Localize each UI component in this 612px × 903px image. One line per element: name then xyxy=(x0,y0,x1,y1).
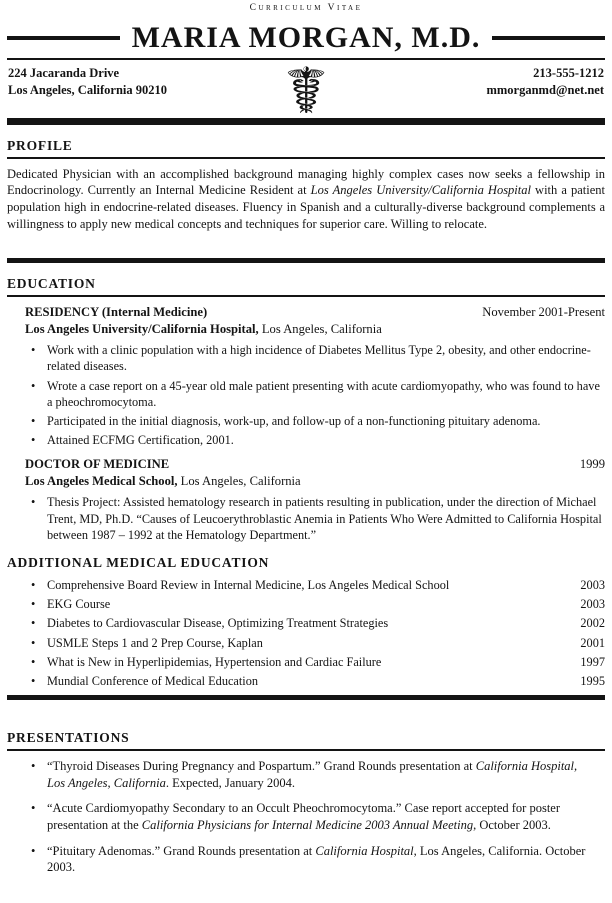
profile-text xyxy=(7,166,605,232)
presentation-text xyxy=(47,758,605,791)
md-dates: 1999 xyxy=(579,457,605,472)
profile-text-before: Dedicated Physician with an accomplished background managing highly complex cases now seeks a fellowship in Endocrinology. Currently an Internal Medicine Resident at xyxy=(7,166,605,198)
course-year: 1997 xyxy=(580,654,605,669)
address-line2: Los Angeles, California 90210 xyxy=(8,82,168,97)
residency-bullet-text: Wrote a case report on a 45-year old male patient presenting with acute cardiomyopathy, who was found to have a pheochromocytoma. xyxy=(47,378,600,409)
list-item xyxy=(25,413,605,429)
md-institution: Los Angeles Medical School, xyxy=(25,474,178,489)
course-label: Diabetes to Cardiovascular Disease, Optimizing Treatment Strategies xyxy=(47,616,389,631)
presentation-date: , October 2003. xyxy=(473,817,551,832)
presentation-venue: California Hospital xyxy=(315,843,414,858)
phone-number: 213-555-1212 xyxy=(533,66,604,80)
presentation-text xyxy=(47,843,605,876)
residency-title-row xyxy=(25,304,605,321)
list-item xyxy=(25,494,605,543)
list-item xyxy=(25,342,605,374)
bullet-icon: • xyxy=(31,433,36,448)
bullet-icon: • xyxy=(31,495,36,510)
section-divider xyxy=(7,695,605,700)
md-location: Los Angeles, California xyxy=(177,474,301,489)
course-year: 2001 xyxy=(580,635,605,650)
bullet-icon: • xyxy=(31,801,36,816)
list-item xyxy=(25,654,605,670)
residency-institution-row xyxy=(25,321,605,338)
residency-title: RESIDENCY (Internal Medicine) xyxy=(25,305,208,320)
presentation-text xyxy=(47,800,605,833)
course-label: Comprehensive Board Review in Internal Medicine, Los Angeles Medical School xyxy=(47,577,450,592)
presentation-title: “Thyroid Diseases During Pregnancy and Pospartum.” Grand Rounds presentation at xyxy=(47,759,476,774)
contact-band xyxy=(7,55,605,129)
course-year: 1995 xyxy=(580,673,605,688)
list-item xyxy=(25,635,605,651)
bullet-icon: • xyxy=(31,654,36,669)
course-label: What is New in Hyperlipidemias, Hypertension and Cardiac Failure xyxy=(47,654,382,669)
thesis-bullet-text: Thesis Project: Assisted hematology research in patients resulting in publication, under the direction of Michael Trent, MD, Ph.D. “Causes of Leucoerythroblastic Anemia in Patients Who Were Admitted to California Hospital between 1987 – 1992 at the Hematology Department.” xyxy=(47,495,602,542)
education-heading: EDUCATION xyxy=(7,276,605,297)
profile-heading: PROFILE xyxy=(7,138,605,159)
address-line1: 224 Jacaranda Drive xyxy=(8,66,120,80)
address-block xyxy=(8,65,167,99)
list-item xyxy=(25,378,605,410)
md-title-row xyxy=(25,456,605,473)
presentations-section xyxy=(7,730,605,876)
bullet-icon: • xyxy=(31,577,36,592)
additional-education-list xyxy=(25,577,605,689)
bullet-icon: • xyxy=(31,597,36,612)
bullet-icon: • xyxy=(31,759,36,774)
residency-dates: November 2001-Present xyxy=(482,305,605,320)
presentation-title: “Pituitary Adenomas.” Grand Rounds presentation at xyxy=(47,843,316,858)
caduceus-icon: ☤ xyxy=(284,55,328,129)
course-label: USMLE Steps 1 and 2 Prep Course, Kaplan xyxy=(47,635,263,650)
bullet-icon: • xyxy=(31,843,36,858)
list-item xyxy=(25,758,605,791)
course-year: 2003 xyxy=(580,597,605,612)
course-year: 2002 xyxy=(580,616,605,631)
section-divider xyxy=(7,258,605,263)
list-item xyxy=(25,615,605,631)
presentation-title: “Acute Cardiomyopathy Secondary to an Occult Pheochromocytoma.” Case report accepted for poster presentation at the xyxy=(47,801,561,832)
md-institution-row xyxy=(25,473,605,490)
residency-bullet-text: Participated in the initial diagnosis, work-up, and follow-up of a non-functioning pituitary adenoma. xyxy=(47,413,541,428)
presentation-date: , Los Angeles, California. October 2003. xyxy=(47,843,586,875)
residency-institution: Los Angeles University/California Hospital, xyxy=(25,322,259,337)
profile-hospital-name: Los Angeles University/California Hospital xyxy=(310,183,531,198)
presentation-venue: California Hospital, Los Angeles, California xyxy=(47,759,578,790)
additional-education-heading: ADDITIONAL MEDICAL EDUCATION xyxy=(7,554,270,570)
list-item xyxy=(25,596,605,612)
course-label: EKG Course xyxy=(47,597,111,612)
list-item xyxy=(25,800,605,833)
course-year: 2003 xyxy=(580,577,605,592)
bullet-icon: • xyxy=(31,673,36,688)
presentation-date: . Expected, January 2004. xyxy=(165,775,296,790)
list-item xyxy=(25,432,605,448)
education-section xyxy=(7,276,605,689)
md-bullet-list xyxy=(25,494,605,543)
email-address: mmorganmd@net.net xyxy=(486,82,604,97)
presentations-list xyxy=(25,758,605,876)
name-banner xyxy=(7,21,605,55)
list-item xyxy=(25,577,605,593)
bullet-icon: • xyxy=(31,413,36,428)
candidate-name: MARIA MORGAN, M.D. xyxy=(131,21,481,54)
course-label: Mundial Conference of Medical Education xyxy=(47,673,259,688)
residency-bullet-list xyxy=(25,342,605,448)
presentation-venue: California Physicians for Internal Medicine 2003 Annual Meeting xyxy=(141,817,474,832)
profile-text-after: with a patient population high in endocrine-related diseases. Fluency in Spanish and a culturally-diverse background complements a willingness to apply new medical concepts and techniques for superior care. Willing to relocate. xyxy=(7,183,605,231)
profile-section xyxy=(7,138,605,232)
bullet-icon: • xyxy=(31,343,36,358)
bullet-icon: • xyxy=(31,616,36,631)
name-rule-right xyxy=(492,36,605,40)
doctor-of-medicine-block xyxy=(25,456,605,543)
name-rule-left xyxy=(7,36,120,40)
presentations-heading: PRESENTATIONS xyxy=(7,730,605,751)
residency-block xyxy=(25,304,605,543)
phone-email-block xyxy=(486,65,604,99)
md-title: DOCTOR OF MEDICINE xyxy=(25,457,170,472)
list-item xyxy=(25,843,605,876)
residency-bullet-text: Work with a clinic population with a high incidence of Diabetes Mellitus Type 2, obesity, and other endocrine-related diseases. xyxy=(47,343,591,374)
bullet-icon: • xyxy=(31,635,36,650)
document-type-label: Curriculum Vitae xyxy=(249,3,363,13)
bullet-icon: • xyxy=(31,378,36,393)
residency-location: Los Angeles, California xyxy=(258,322,382,337)
residency-bullet-text: Attained ECFMG Certification, 2001. xyxy=(47,433,234,448)
list-item xyxy=(25,673,605,689)
